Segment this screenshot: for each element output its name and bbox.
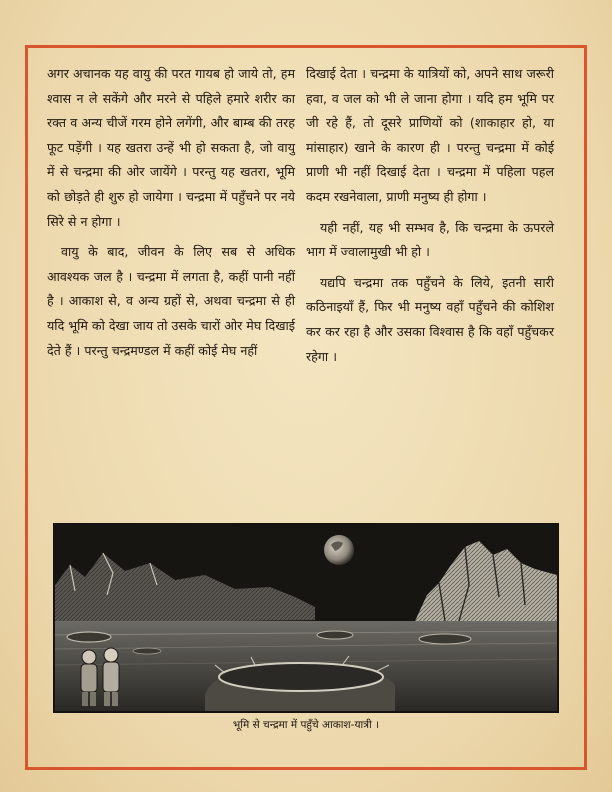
right-paragraph-2: यही नहीं, यह भी सम्भव है, कि चन्द्रमा के ऊपरले भाग में ज्वालामुखी भी हो । bbox=[306, 219, 554, 260]
illustration-caption: भूमि से चन्द्रमा में पहुँचे आकाश-यात्री । bbox=[232, 719, 380, 731]
lunar-landscape-illustration bbox=[53, 523, 559, 713]
right-paragraph-1: दिखाई देता । चन्द्रमा के यात्रियों को, अपने साथ जरूरी हवा, व जल को भी ले जाना होगा । यदि हम भूमि पर जी रहे हैं, तो दूसरे प्राणियों को (शाकाहार हो, या मांसाहार) खाने के कारण ही । परन्तु चन्द्रमा में कोई प्राणी भी नहीं दिखाई देता । चन्द्रमा में पहिला पहल कदम रखनेवाला, प्राणी मनुष्य ही होगा । bbox=[306, 66, 554, 204]
text-column-left bbox=[47, 62, 295, 363]
right-paragraph-3: यद्यपि चन्द्रमा तक पहुँचने के लिये, इतनी सारी कठिनाइयाँ हैं, फिर भी मनुष्य वहाँ पहुँचने की कोशिश कर कर रहा है और उसका विश्वास है कि वहाँ पहुँचकर रहेगा । bbox=[306, 274, 554, 364]
earth-in-sky bbox=[324, 535, 354, 565]
left-paragraph-1: अगर अचानक यह वायु की परत गायब हो जाये तो, हम श्वास न ले सकेंगे और मरने से पहिले हमारे शरीर का रक्त व अन्य चीजें गरम होने लगेंगी, और बाम्ब की तरह फूट पड़ेंगी । यह खतरा उन्हें भी हो सकता है, जो वायु में से चन्द्रमा की ओर जायेंगे । परन्तु यह खतरा, भूमि को छोड़ते ही शुरु हो जायेगा । चन्द्रमा में पहुँचने पर नये सिरे से न होगा । bbox=[47, 66, 295, 229]
text-column-right bbox=[306, 62, 554, 369]
left-paragraph-2: वायु के बाद, जीवन के लिए सब से अधिक आवश्यक जल है । चन्द्रमा में लगता है, कहीं पानी नहीं है । आकाश से, व अन्य ग्रहों से, अथवा चन्द्रमा से ही यदि भूमि को देखा जाय तो उसके चारों ओर मेघ दिखाई देते हैं । परन्तु चन्द्रमण्डल में कहीं कोई मेघ नहीं bbox=[47, 244, 295, 358]
